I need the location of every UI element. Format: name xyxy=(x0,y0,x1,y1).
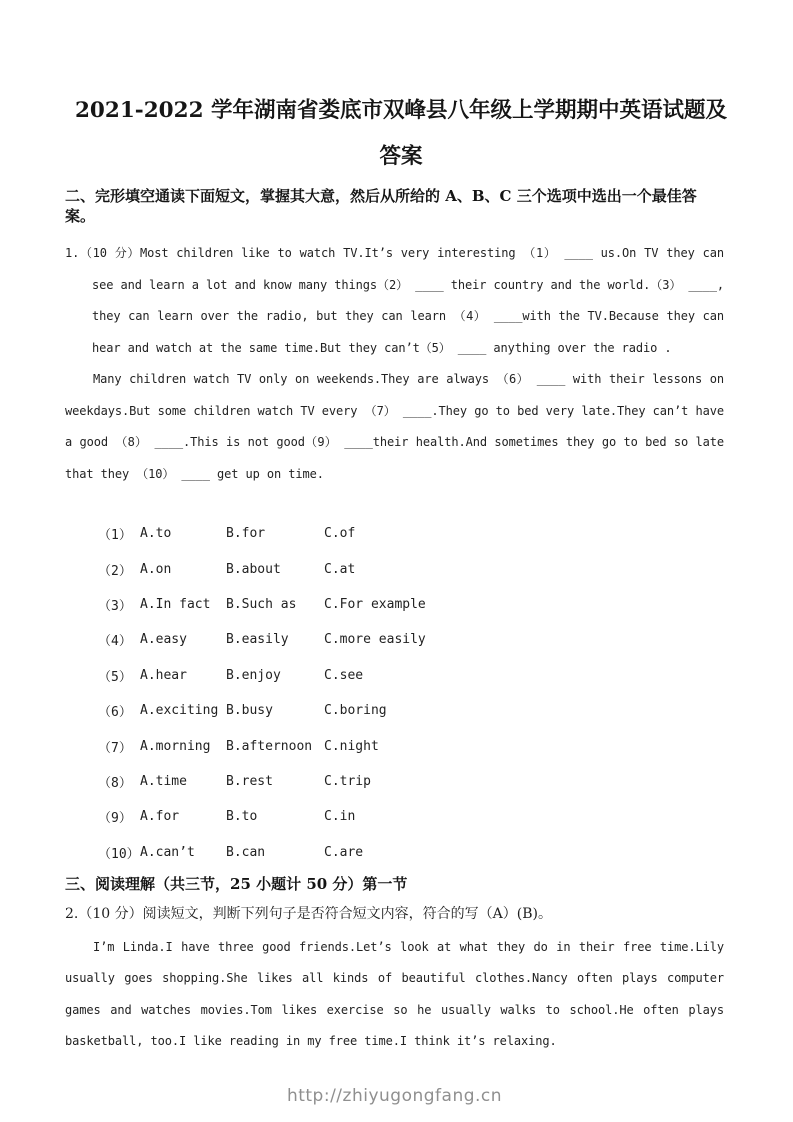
cloze-passage-paragraph-1: 1.（10 分）Most children like to watch TV.It’s very interesting （1） ____ us.On TV they can see and learn a lot and know many things（2） ____ their country and the world.（3） ____, they can learn over the radio, but they can learn （4） ____with the TV.Because they can hear and watch at the same time.But they can’t（5） ____ anything over the radio . xyxy=(65,246,724,355)
option-choice-c: C.boring xyxy=(324,703,387,719)
option-choice-b: B.about xyxy=(226,561,281,577)
option-number: （10） xyxy=(98,846,140,862)
option-choice-b: B.for xyxy=(226,526,266,542)
option-row xyxy=(98,693,724,728)
option-choice-c: C.are xyxy=(324,844,364,860)
document-title: 2021-2022 学年湖南省娄底市双峰县八年级上学期期中英语试题及答案 xyxy=(74,98,728,169)
option-choice-b: B.to xyxy=(226,809,258,825)
option-choice-a: A.morning xyxy=(140,738,211,754)
question-2-intro: 2.（10 分）阅读短文，判断下列句子是否符合短文内容，符合的写（A）(B)。 xyxy=(65,905,552,922)
section-2-cloze-heading: 二、完形填空通读下面短文，掌握其大意，然后从所给的 A、B、C 三个选项中选出一个最佳答案。 xyxy=(65,187,697,225)
footer-watermark-url: http://zhiyugongfang.cn xyxy=(286,1085,503,1106)
option-choice-b: B.easily xyxy=(226,632,289,648)
option-choice-a: A.easy xyxy=(140,632,187,648)
option-choice-c: C.night xyxy=(324,738,379,754)
option-choice-b: B.busy xyxy=(226,703,273,719)
option-choice-b: B.afternoon xyxy=(226,738,313,754)
option-choice-b: B.can xyxy=(226,844,266,860)
section-3-reading-heading: 三、阅读理解（共三节，25 小题计 50 分）第一节 xyxy=(65,874,408,893)
option-choice-a: A.time xyxy=(140,773,187,789)
option-row xyxy=(98,799,724,834)
reading-passage: I’m Linda.I have three good friends.Let’s look at what they do in their free time.Lily usually goes shopping.She likes all kinds of beautiful clothes.Nancy often plays computer games and watches movies.Tom likes exercise so he usually walks to school.He often plays basketball, too.I like reading in my free time.I think it’s relaxing. xyxy=(65,939,724,1049)
option-row xyxy=(98,516,724,551)
option-number: （8） xyxy=(98,775,132,791)
option-row xyxy=(98,587,724,622)
option-choice-c: C.trip xyxy=(324,773,371,789)
option-choice-c: C.in xyxy=(324,809,356,825)
option-row xyxy=(98,622,724,657)
cloze-options-table xyxy=(98,516,724,870)
option-choice-c: C.see xyxy=(324,667,364,683)
option-number: （4） xyxy=(98,634,132,650)
option-number: （3） xyxy=(98,598,132,614)
option-choice-a: A.In fact xyxy=(140,596,211,612)
option-number: （1） xyxy=(98,528,132,544)
option-row xyxy=(98,835,724,870)
option-row xyxy=(98,728,724,763)
option-number: （7） xyxy=(98,740,132,756)
option-choice-a: A.can’t xyxy=(140,844,195,860)
option-choice-a: A.on xyxy=(140,561,172,577)
option-choice-c: C.at xyxy=(324,561,356,577)
option-choice-a: A.exciting xyxy=(140,703,219,719)
option-number: （5） xyxy=(98,669,132,685)
option-number: （6） xyxy=(98,705,132,721)
option-row xyxy=(98,658,724,693)
option-choice-c: C.more easily xyxy=(324,632,426,648)
option-choice-b: B.enjoy xyxy=(226,667,281,683)
option-row xyxy=(98,764,724,799)
option-row xyxy=(98,551,724,586)
option-choice-b: B.Such as xyxy=(226,596,297,612)
option-choice-a: A.hear xyxy=(140,667,187,683)
option-choice-b: B.rest xyxy=(226,773,273,789)
cloze-passage-paragraph-2: Many children watch TV only on weekends.They are always （6） ____ with their lessons on weekdays.But some children watch TV every （7） ____.They go to bed very late.They can’t have a good （8） ____.This is not good（9） ____their health.And sometimes they go to bed so late that they （10） ____ get up on time. xyxy=(65,372,724,481)
option-number: （9） xyxy=(98,811,132,827)
option-choice-a: A.to xyxy=(140,526,172,542)
option-number: （2） xyxy=(98,563,132,579)
option-choice-a: A.for xyxy=(140,809,180,825)
option-choice-c: C.of xyxy=(324,526,356,542)
option-choice-c: C.For example xyxy=(324,596,426,612)
